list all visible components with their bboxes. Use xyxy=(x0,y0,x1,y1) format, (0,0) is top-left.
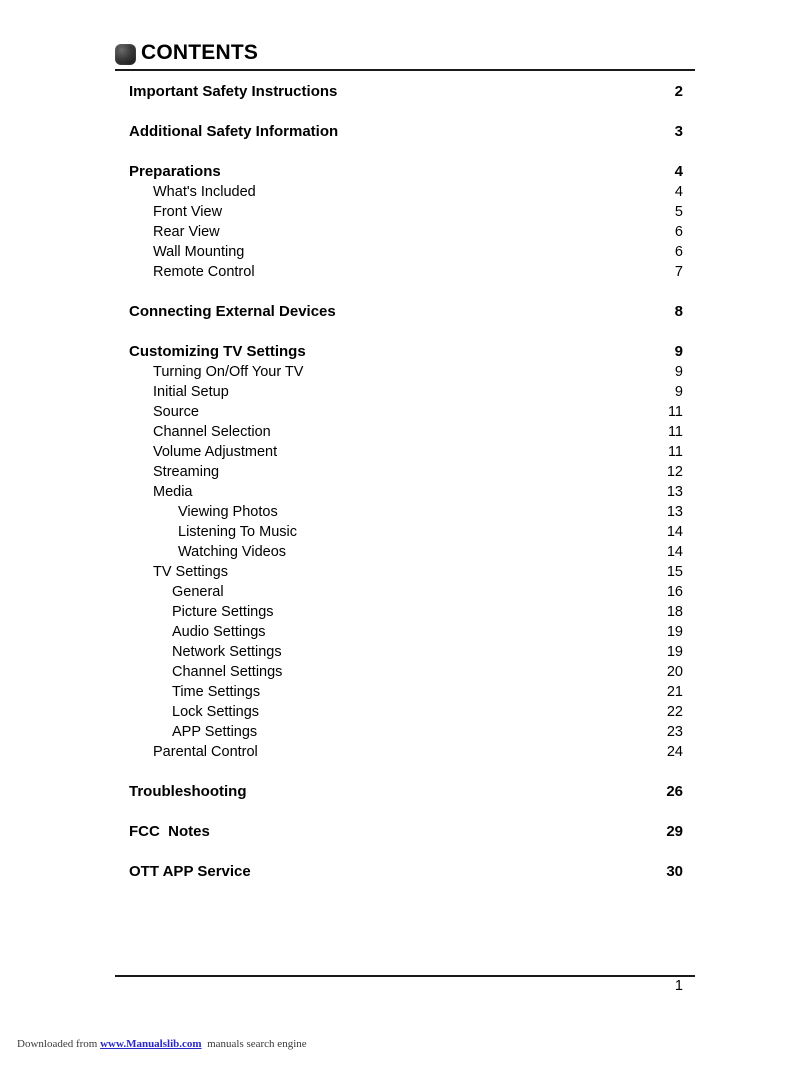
toc-entry[interactable] xyxy=(0,722,800,742)
toc-spacer xyxy=(0,322,800,342)
toc-entry[interactable] xyxy=(0,262,800,282)
toc-entry-page: 13 xyxy=(666,504,683,520)
toc-entry-page: 7 xyxy=(674,264,683,280)
toc-entry[interactable] xyxy=(0,562,800,582)
download-watermark xyxy=(0,1014,800,1050)
table-of-contents xyxy=(0,82,800,882)
toc-entry-page: 3 xyxy=(674,123,683,140)
toc-entry[interactable] xyxy=(0,702,800,722)
toc-entry-page: 9 xyxy=(674,384,683,400)
toc-entry-label: Channel Settings xyxy=(172,664,283,680)
toc-entry-page: 23 xyxy=(666,724,683,740)
toc-entry-label: Front View xyxy=(153,204,223,220)
toc-entry-label: APP Settings xyxy=(172,724,258,740)
toc-entry[interactable] xyxy=(0,382,800,402)
toc-entry-label: Customizing TV Settings xyxy=(129,343,306,360)
header-divider xyxy=(115,69,695,71)
toc-entry-label: Picture Settings xyxy=(172,604,274,620)
toc-entry[interactable] xyxy=(0,782,800,802)
toc-entry-page: 19 xyxy=(666,624,683,640)
toc-entry[interactable] xyxy=(0,682,800,702)
toc-spacer xyxy=(0,282,800,302)
toc-entry-page: 11 xyxy=(667,404,683,420)
toc-entry-label: Streaming xyxy=(153,464,220,480)
toc-entry-label: Connecting External Devices xyxy=(129,303,336,320)
toc-entry-page: 18 xyxy=(666,604,683,620)
toc-entry-page: 21 xyxy=(666,684,683,700)
toc-entry[interactable] xyxy=(0,482,800,502)
toc-entry-page: 29 xyxy=(666,823,683,840)
toc-entry-page: 19 xyxy=(666,644,683,660)
page-title: CONTENTS xyxy=(141,41,259,64)
toc-entry-page: 13 xyxy=(666,484,683,500)
toc-spacer xyxy=(0,102,800,122)
watermark-suffix: manuals search engine xyxy=(201,1038,307,1050)
rounded-square-bullet-icon xyxy=(115,44,136,65)
toc-entry-page: 15 xyxy=(666,564,683,580)
toc-entry[interactable] xyxy=(0,302,800,322)
toc-entry-label: Watching Videos xyxy=(178,544,287,560)
toc-entry-page: 24 xyxy=(666,744,683,760)
toc-entry[interactable] xyxy=(0,522,800,542)
toc-spacer xyxy=(0,762,800,782)
toc-entry-page: 4 xyxy=(674,184,683,200)
toc-entry[interactable] xyxy=(0,402,800,422)
toc-entry-page: 22 xyxy=(666,704,683,720)
toc-entry-page: 4 xyxy=(674,163,683,180)
toc-entry-label: Preparations xyxy=(129,163,221,180)
toc-entry-label: General xyxy=(172,584,224,600)
toc-entry-label: Media xyxy=(153,484,193,500)
toc-entry-label: Viewing Photos xyxy=(178,504,278,520)
toc-entry[interactable] xyxy=(0,122,800,142)
toc-entry-label: TV Settings xyxy=(153,564,228,580)
toc-entry-label: FCC Notes xyxy=(129,823,210,840)
toc-entry-label: Volume Adjustment xyxy=(153,444,278,460)
toc-entry[interactable] xyxy=(0,202,800,222)
toc-entry[interactable] xyxy=(0,442,800,462)
toc-entry-label: Listening To Music xyxy=(178,524,298,540)
contents-header xyxy=(115,40,695,74)
toc-entry[interactable] xyxy=(0,162,800,182)
toc-entry-label: What's Included xyxy=(153,184,256,200)
toc-entry-label: Additional Safety Information xyxy=(129,123,339,140)
toc-entry[interactable] xyxy=(0,462,800,482)
toc-spacer xyxy=(0,142,800,162)
toc-entry-label: Important Safety Instructions xyxy=(129,83,338,100)
toc-entry-label: Audio Settings xyxy=(172,624,266,640)
toc-entry[interactable] xyxy=(0,242,800,262)
toc-entry-page: 11 xyxy=(667,424,683,440)
toc-spacer xyxy=(0,842,800,862)
toc-entry-page: 9 xyxy=(674,364,683,380)
toc-entry-label: Parental Control xyxy=(153,744,258,760)
toc-entry[interactable] xyxy=(0,622,800,642)
toc-entry-label: Network Settings xyxy=(172,644,282,660)
toc-entry-page: 14 xyxy=(666,524,683,540)
toc-entry-label: Lock Settings xyxy=(172,704,260,720)
toc-entry-page: 6 xyxy=(674,224,683,240)
toc-entry-label: Turning On/Off Your TV xyxy=(153,364,304,380)
toc-entry-label: Time Settings xyxy=(172,684,261,700)
toc-entry[interactable] xyxy=(0,542,800,562)
toc-entry-page: 11 xyxy=(667,444,683,460)
toc-entry-page: 9 xyxy=(674,343,683,360)
toc-entry[interactable] xyxy=(0,862,800,882)
toc-entry-label: Initial Setup xyxy=(153,384,229,400)
toc-entry[interactable] xyxy=(0,742,800,762)
toc-entry-page: 14 xyxy=(666,544,683,560)
toc-entry-page: 2 xyxy=(674,83,683,100)
toc-entry-label: Source xyxy=(153,404,199,420)
toc-entry[interactable] xyxy=(0,582,800,602)
toc-entry-label: Wall Mounting xyxy=(153,244,245,260)
toc-entry[interactable] xyxy=(0,602,800,622)
toc-entry-label: Channel Selection xyxy=(153,424,271,440)
toc-entry[interactable] xyxy=(0,822,800,842)
toc-entry-page: 20 xyxy=(666,664,683,680)
toc-entry-label: OTT APP Service xyxy=(129,863,251,880)
page-number: 1 xyxy=(674,978,683,994)
toc-entry-page: 12 xyxy=(666,464,683,480)
toc-entry-page: 6 xyxy=(674,244,683,260)
toc-entry[interactable] xyxy=(0,182,800,202)
toc-entry-page: 8 xyxy=(674,303,683,320)
toc-entry-label: Remote Control xyxy=(153,264,255,280)
toc-entry[interactable] xyxy=(0,422,800,442)
toc-entry[interactable] xyxy=(0,502,800,522)
toc-spacer xyxy=(0,802,800,822)
toc-entry-label: Troubleshooting xyxy=(129,783,247,800)
toc-entry-page: 30 xyxy=(666,863,683,880)
watermark-prefix: Downloaded from xyxy=(17,1038,101,1050)
toc-entry[interactable] xyxy=(0,642,800,662)
toc-entry-page: 5 xyxy=(674,204,683,220)
toc-entry[interactable] xyxy=(0,342,800,362)
toc-entry[interactable] xyxy=(0,222,800,242)
toc-entry-page: 16 xyxy=(666,584,683,600)
toc-entry-label: Rear View xyxy=(153,224,220,240)
toc-entry[interactable] xyxy=(0,82,800,102)
toc-entry-page: 26 xyxy=(666,783,683,800)
toc-entry[interactable] xyxy=(0,662,800,682)
toc-entry[interactable] xyxy=(0,362,800,382)
manualslib-link[interactable]: www.Manualslib.com xyxy=(100,1038,202,1050)
